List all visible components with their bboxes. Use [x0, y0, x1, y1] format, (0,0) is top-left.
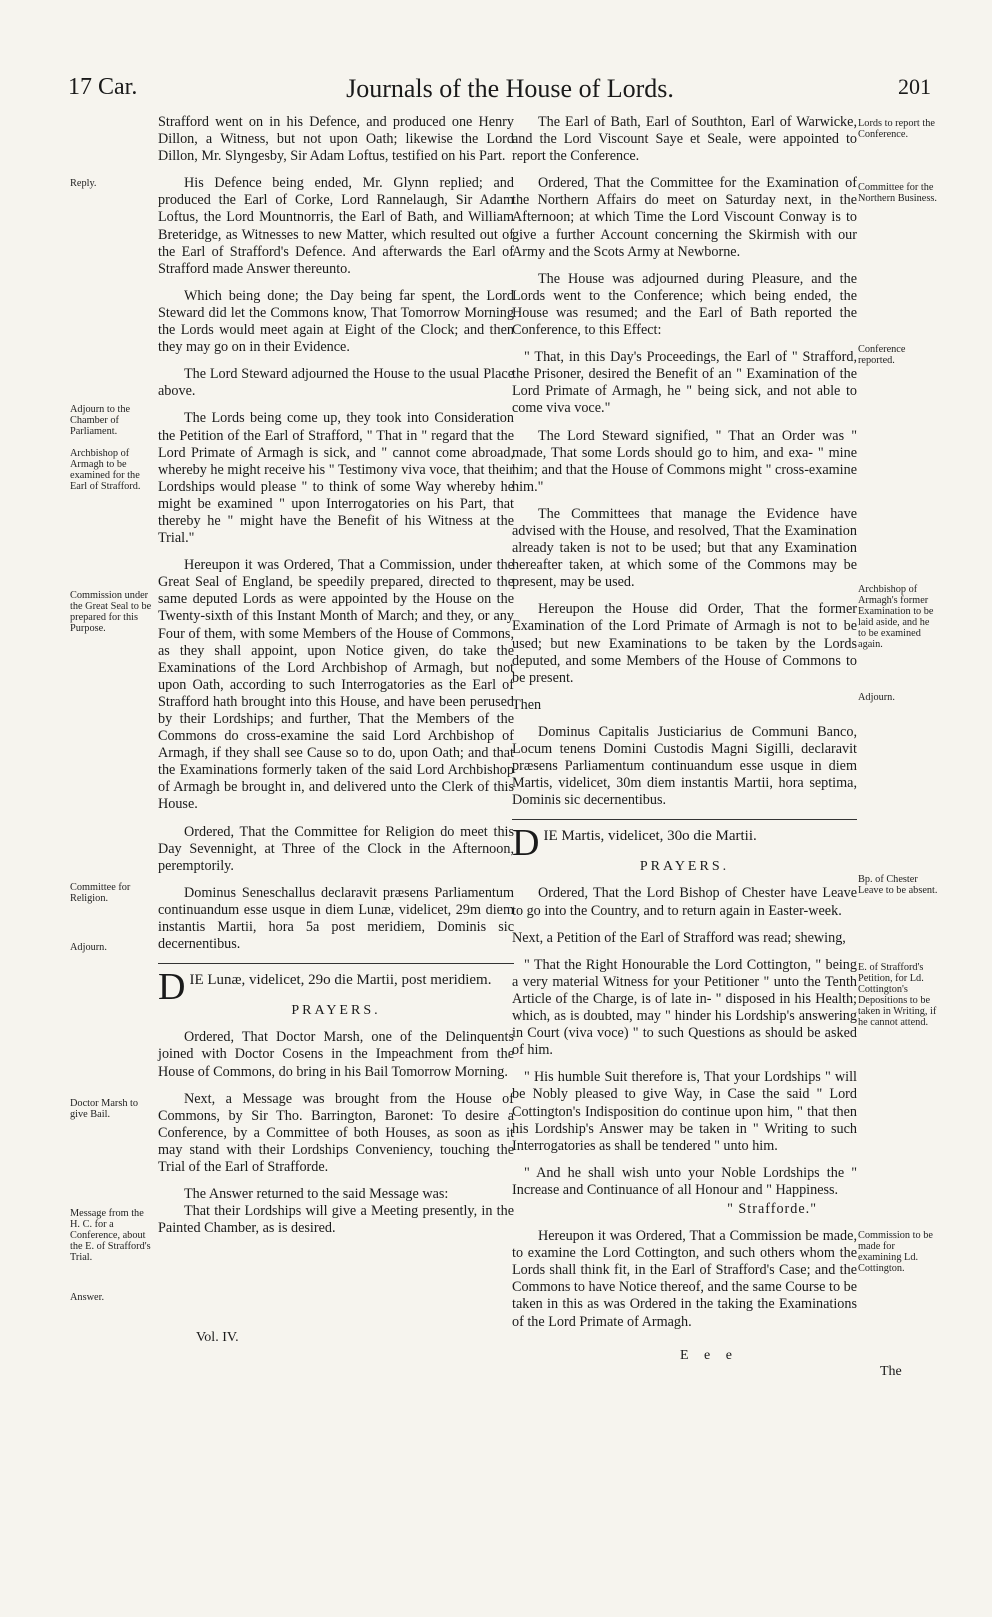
catchword: The [880, 1364, 902, 1379]
margin-note: Commission under the Great Seal to be prepared for this Purpose. [70, 590, 152, 634]
prayers-heading: PRAYERS. [639, 859, 730, 875]
right-column [512, 114, 857, 1341]
paragraph: " His humble Suit therefore is, That your Lordships " will be Nobly pleased to give Way, in Case the said " Lord Cottington's Indisposition do continue upon him, " that then his Lordship's Answer may be taken in " Writing to such Interrogatories as shall be tendered " unto him. [512, 1069, 857, 1154]
paragraph: Next, a Message was brought from the House of Commons, by Sir Tho. Barrington, Baronet: To desire a Conference, by a Committee of both Houses, as soon as it may stand with their Lordships Conveniency, touching the Trial of the Earl of Strafforde. [158, 1090, 514, 1175]
page-number: 201 [898, 74, 931, 99]
margin-note: Lords to report the Conference. [858, 118, 935, 140]
paragraph: The House was adjourned during Pleasure, and the Lords went to the Conference; which being ended, the House was resumed; and the Earl of Bath reported the Conference, to this Effect: [512, 270, 857, 339]
drop-initial: D [158, 966, 186, 1009]
paragraph: Which being done; the Day being far spent, the Lord Steward did let the Commons know, That Tomorrow Morning the Lords would meet again at Eight of the Clock; and then they may go on in their Evidence. [158, 287, 514, 356]
margin-note: Committee for the Northern Business. [858, 182, 937, 204]
paragraph: Dominus Capitalis Justiciarius de Communi Banco, Locum tenens Domini Custodis Magni Sigilli, declaravit præsens Parliamentum continuandum esse usque in diem Martis, videlicet, 30m diem instantis Martii, hora septima, Dominis sic decernentibus. [512, 723, 857, 809]
divider [512, 819, 857, 820]
date-heading [158, 966, 514, 1009]
date-text: IE Martis, videlicet, 30o die Martii. [543, 828, 757, 845]
paragraph: " And he shall wish unto your Noble Lordships the " Increase and Continuance of all Honour and " Happiness. [512, 1164, 857, 1198]
margin-note: Answer. [70, 1292, 105, 1303]
drop-initial: D [512, 822, 540, 865]
paragraph: Next, a Petition of the Earl of Strafford was read; shewing, [512, 929, 846, 946]
paragraph: The Lord Steward signified, " That an Order was " made, That some Lords should go to him, and exa- " mine him; and that the House of Commons might " cross-examine him." [512, 427, 857, 495]
margin-note: Commission to be made for examining Ld. Cottington. [858, 1230, 933, 1274]
margin-note: Reply. [70, 178, 97, 189]
margin-note: Doctor Marsh to give Bail. [70, 1098, 139, 1120]
date-text: IE Lunæ, videlicet, 29o die Martii, post meridiem. [189, 972, 492, 989]
header-regnal-year: 17 Car. [68, 74, 138, 100]
paragraph: Then [512, 696, 542, 713]
paragraph: Strafford went on in his Defence, and produced one Henry Dillon, a Witness, but not upon Oath; likewise the Lord Dillon, Mr. Slyngesby, Sir Adam Loftus, testified on his Part. [158, 114, 514, 165]
paragraph: Ordered, That the Committee for the Examination of the Northern Affairs do meet on Saturday next, in the Afternoon; at which Time the Lord Viscount Conway is to give a further Account concerning the Skirmish with our Army and the Scots Army at Newborne. [512, 175, 857, 260]
margin-note: Adjourn to the Chamber of Parliament. [70, 404, 131, 437]
paragraph: Ordered, That the Lord Bishop of Chester have Leave to go into the Country, and to return again in Easter-week. [512, 885, 857, 919]
paragraph: Hereupon the House did Order, That the former Examination of the Lord Primate of Armagh is not to be used; but new Examinations to be taken by the Lords deputed, and some Members of the House of Commons to be present. [512, 601, 857, 686]
margin-note: Adjourn. [70, 942, 107, 953]
prayers-heading: PRAYERS. [291, 1003, 381, 1019]
header-title: Journals of the House of Lords. [346, 74, 674, 103]
paragraph: The Lord Steward adjourned the House to the usual Place above. [158, 366, 514, 400]
date-heading [512, 822, 857, 865]
paragraph: That their Lordships will give a Meeting presently, in the Painted Chamber, as is desired. [158, 1203, 514, 1237]
paragraph: The Committees that manage the Evidence have advised with the House, and resolved, That the Examination already taken is not to be used; but that any Examination hereafter taken, at which some of the Commons may be present, may be used. [512, 505, 857, 591]
volume-label: Vol. IV. [196, 1330, 239, 1345]
margin-note: Committee for Religion. [70, 882, 131, 904]
paragraph: Hereupon it was Ordered, That a Commission be made, to examine the Lord Cottington, and such others whom the Lords shall think fit, in the Earl of Strafford's Case; and the Commons to have Notice thereof, and the same Course to be taken in this as was Ordered in the taking the Examinations of the Lord Primate of Armagh. [512, 1228, 857, 1330]
paragraph: Ordered, That the Committee for Religion do meet this Day Sevennight, at Three of the Clock in the Afternoon, peremptorily. [158, 823, 514, 874]
paragraph: The Lords being come up, they took into Consideration the Petition of the Earl of Strafford, " That in " regard that the Lord Primate of Armagh is sick, and " cannot come abroad, whereby he might receive his " Testimony viva voce, that their Lordships would please " to think of some Way whereby he might be examined " upon Interrogatories on his Part, that thereby he " might have the Benefit of his Witness at the Trial." [158, 410, 514, 547]
margin-note: Conference reported. [858, 344, 906, 366]
divider [158, 963, 514, 964]
paragraph: His Defence being ended, Mr. Glynn replied; and produced the Earl of Corke, Lord Rannelaugh, Sir Adam Loftus, the Lord Mountnorris, the Earl of Bath, and William Breteridge, as Witnesses to new Matter, which resulted out of the Earl of Strafford's Defence. And afterwards the Earl of Strafford made Answer thereunto. [158, 175, 514, 277]
paragraph: " That, in this Day's Proceedings, the Earl of " Strafford, the Prisoner, desired the Benefit of an " Examination of the Lord Primate of Armagh, he " being sick, and not able to come viva voce." [512, 349, 857, 417]
margin-note: Message from the H. C. for a Conference, about the E. of Strafford's Trial. [70, 1208, 151, 1263]
margin-note: Bp. of Chester Leave to be absent. [858, 874, 938, 896]
margin-note: Adjourn. [858, 692, 895, 703]
margin-note: Archbishop of Armagh's former Examination to be laid aside, and he to be examined again. [858, 584, 934, 650]
margin-note: Archbishop of Armagh to be examined for the Earl of Strafford. [70, 448, 141, 492]
paragraph: " That the Right Honourable the Lord Cottington, " being a very material Witness for your Petitioner " unto the Tenth Article of the Charge, is of late in- " disposed in his Health; which, as is doubted, may " hinder his Lordship's answering in Court (viva voce) " to such Questions as should be asked of him. [512, 956, 857, 1059]
left-column [158, 114, 514, 1237]
signature: " Strafforde." [727, 1200, 817, 1217]
paragraph: The Earl of Bath, Earl of Southton, Earl of Warwicke, and the Lord Viscount Saye et Seale, were appointed to report the Conference. [512, 114, 857, 165]
paragraph: The Answer returned to the said Message was: [184, 1186, 449, 1203]
margin-note: E. of Strafford's Petition, for Ld. Cottington's Depositions to be taken in Writing, if he cannot attend. [858, 962, 937, 1028]
paragraph: Hereupon it was Ordered, That a Commission, under the Great Seal of England, be speedily prepared, directed to the same deputed Lords as were appointed by the House on the Twenty-sixth of this Instant Month of March; and they, or any Four of them, with some Members of the House of Commons, as they shall appoint, upon Notice given, do take the Examinations of the Lord Archbishop of Armagh, but not upon Oath, according to such Interrogatories as the Earl of Strafford hath brought into this House, and have been perused by their Lordships; and further, That the Members of the Commons do cross-examine the said Lord Archbishop of Armagh, if they shall see Cause so to do, upon Oath; and that the Examinations formerly taken of the said Lord Archbishop of Armagh be brought in, and delivered unto the Clerk of this House. [158, 557, 514, 813]
signature-mark: E e e [680, 1348, 738, 1363]
paragraph: Ordered, That Doctor Marsh, one of the Delinquents joined with Doctor Cosens in the Impeachment from the House of Commons, do bring in his Bail Tomorrow Morning. [158, 1029, 514, 1080]
paragraph: Dominus Seneschallus declaravit præsens Parliamentum continuandum esse usque in diem Lunæ, videlicet, 29m diem instantis Martii, hora 5a post meridiem, Dominis sic decernentibus. [158, 884, 514, 953]
